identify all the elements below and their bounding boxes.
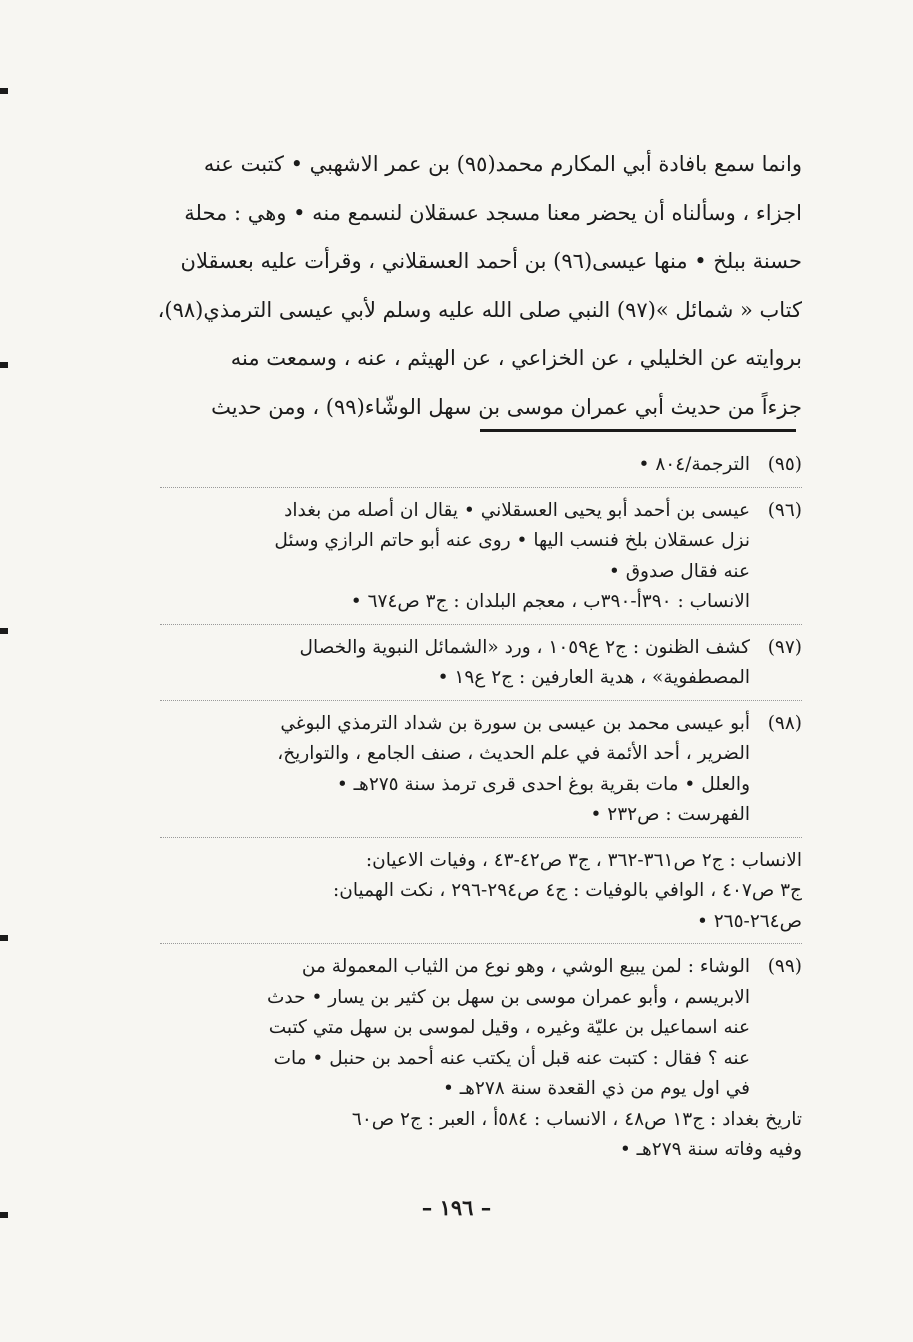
scan-edge-mark [0, 362, 8, 368]
footnote-divider [160, 837, 802, 838]
footnote-line: والعلل • مات بقرية بوغ احدى قرى ترمذ سنة ٢٧٥هـ • [336, 773, 750, 795]
footnote-line: أبو عيسى محمد بن عيسى بن سورة بن شداد الترمذي البوغي [280, 712, 750, 734]
main-text-line: بروايته عن الخليلي ، عن الخزاعي ، عن الهيثم ، عنه ، وسمعت منه [230, 346, 802, 370]
footnote-99 [160, 952, 802, 1166]
footnote-line: الضرير ، أحد الأئمة في علم الحديث ، صنف الجامع ، والتواريخ، [277, 743, 750, 764]
footnote-line: وفيه وفاته سنة ٢٧٩هـ • [619, 1139, 802, 1160]
footnote-96 [160, 496, 802, 618]
footnote-line: ص٢٦٤-٢٦٥ • [696, 910, 802, 932]
footnote-98 [160, 709, 802, 938]
main-text-line: اجزاء ، وسألناه أن يحضر معنا مسجد عسقلان لنسمع منه • وهي : محلة [184, 200, 802, 225]
footnote-number: (٩٨) [767, 712, 802, 734]
footnote-95 [160, 450, 802, 481]
scan-edge-mark [0, 935, 8, 941]
main-text-line: حسنة ببلخ • منها عيسى(٩٦) بن أحمد العسقلاني ، وقرأت عليه بعسقلان [180, 249, 802, 273]
footnote-line: الترجمة/٨٠٤ • [638, 454, 750, 475]
footnote-divider [160, 624, 802, 625]
footnote-line: تاريخ بغداد : ج١٣ ص٤٨ ، الانساب : ٥٨٤أ ، العبر : ج٢ ص٦٠ [351, 1108, 802, 1130]
main-text-line: وانما سمع بافادة أبي المكارم محمد(٩٥) بن عمر الاشهبي • كتبت عنه [203, 152, 802, 176]
main-text-line: كتاب « شمائل »(٩٧) النبي صلى الله عليه وسلم لأبي عيسى الترمذي(٩٨)، [157, 297, 802, 322]
footnote-line: الابريسم ، وأبو عمران موسى بن سهل بن كثير بن يسار • حدث [267, 986, 750, 1008]
scan-edge-mark [0, 88, 8, 94]
footnote-number: (٩٩) [767, 956, 802, 977]
footnote-line: في اول يوم من ذي القعدة سنة ٢٧٨هـ • [442, 1078, 750, 1099]
footnote-number: (٩٦) [767, 499, 802, 521]
footnote-line: كشف الظنون : ج٢ ع١٠٥٩ ، ورد «الشمائل النبوية والخصال [299, 636, 750, 658]
footnote-97 [160, 633, 802, 694]
footnote-divider [160, 943, 802, 944]
footnote-line: نزل عسقلان بلخ فنسب اليها • روى عنه أبو حاتم الرازي وسئل [274, 530, 750, 551]
footnote-line: الفهرست : ص٢٣٢ • [590, 804, 750, 825]
footnote-line: ج٣ ص٤٠٧ ، الوافي بالوفيات : ج٤ ص٢٩٤-٢٩٦ ، نكت الهميان: [333, 880, 802, 901]
footnote-number: (٩٥) [767, 454, 802, 475]
footnotes [160, 450, 802, 1172]
footnote-line: عنه فقال صدوق • [608, 560, 750, 582]
footnote-divider [160, 487, 802, 488]
footnote-line: عيسى بن أحمد أبو يحيى العسقلاني • يقال ان أصله من بغداد [284, 499, 750, 521]
footnote-divider [160, 700, 802, 701]
footnote-separator-rule [480, 429, 796, 432]
footnote-line: الانساب : ٣٩٠أ-٣٩٠ب ، معجم البلدان : ج٣ ص٦٧٤ • [350, 591, 750, 612]
footnote-number: (٩٧) [767, 636, 802, 658]
scan-edge-mark [0, 628, 8, 634]
footnote-line: عنه ؟ فقال : كتبت عنه قبل أن يكتب عنه أحمد بن حنبل • مات [273, 1047, 750, 1069]
footnote-line: المصطفوية» ، هدية العارفين : ج٢ ع١٩ • [437, 667, 750, 688]
main-text [157, 140, 802, 431]
scan-edge-mark [0, 1212, 8, 1218]
page-number: – ١٩٦ – [421, 1195, 492, 1220]
footnote-line: الانساب : ج٢ ص٣٦١-٣٦٢ ، ج٣ ص٤٢-٤٣ ، وفيات الاعيان: [365, 849, 802, 871]
footnote-line: الوشاء : لمن يبيع الوشي ، وهو نوع من الثياب المعمولة من [301, 956, 750, 977]
footnote-line: عنه اسماعيل بن عليّة وغيره ، وقيل لموسى بن سهل متي كتبت [268, 1017, 750, 1038]
main-text-line: جزءاً من حديث أبي عمران موسى بن سهل الوشّاء(٩٩) ، ومن حديث [211, 394, 802, 419]
